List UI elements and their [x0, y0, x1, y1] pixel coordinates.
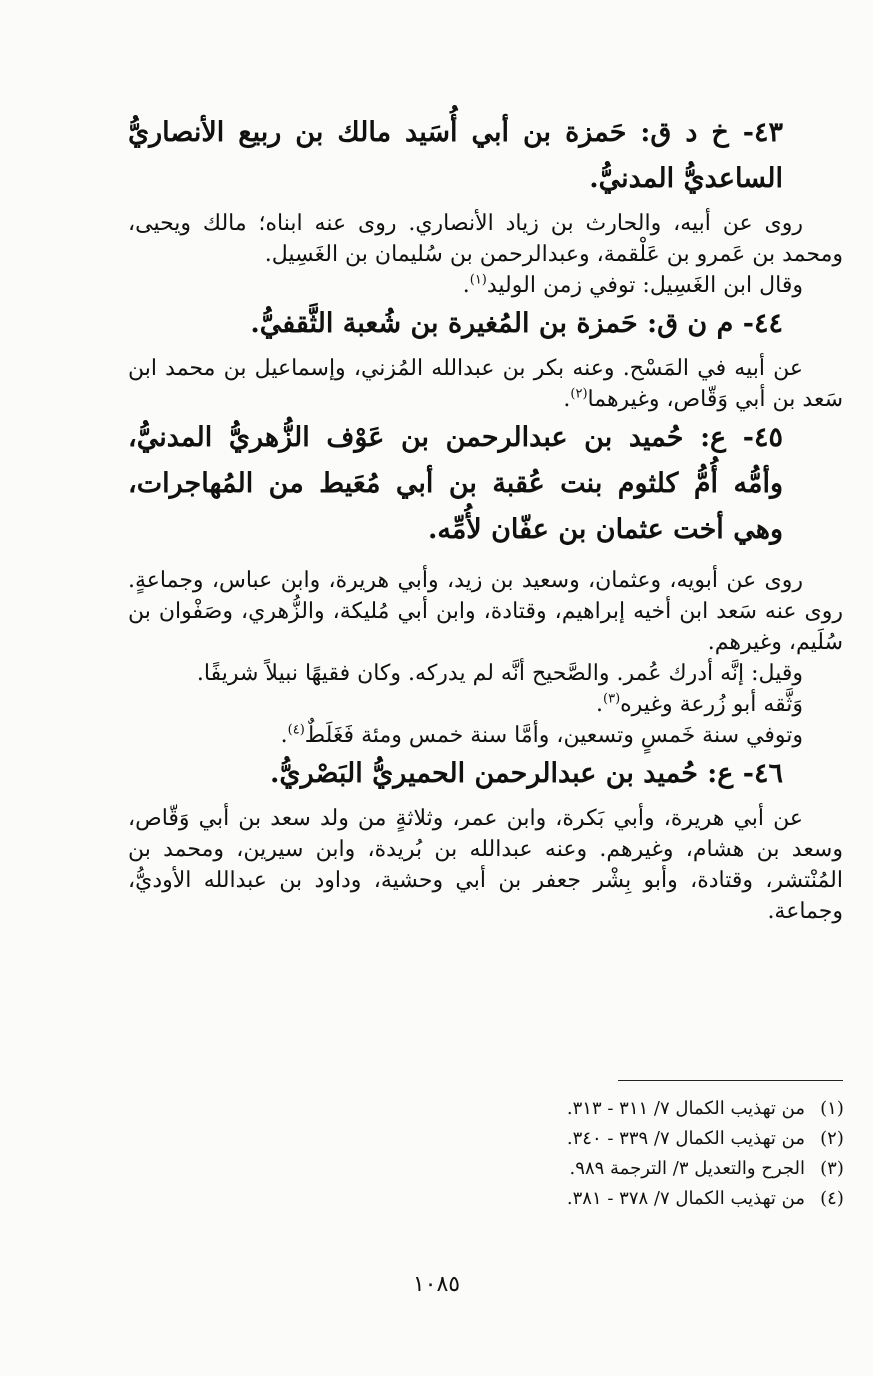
paragraph-text: وتوفي سنة خَمسٍ وتسعين، وأمَّا سنة خمس ومئة فَغَلَطٌ	[304, 723, 803, 748]
footnote-marker[interactable]: (٤)	[287, 722, 305, 738]
entry-43-paragraph-2	[128, 270, 843, 301]
entry-45-paragraph-1: روى عن أبويه، وعثمان، وسعيد بن زيد، وأبي هريرة، وابن عباس، وجماعةٍ. روى عنه سَعد ابن أخيه إبراهيم، وقتادة، وابن أبي مُليكة، والزُّهري، وصَفْوان بن سُلَيم، وغيرهم.	[128, 568, 843, 655]
entry-heading-45: ٤٥- ع: حُميد بن عبدالرحمن بن عَوْف الزُّهريُّ المدنيُّ، وأمُّه أُمُّ كلثوم بنت عُقبة بن أبي مُعَيط من المُهاجرات، وهي أخت عثمان بن عفّان لأُمِّه.	[128, 422, 783, 545]
main-text	[128, 110, 843, 927]
paragraph-text: عن أبيه في المَسْح. وعنه بكر بن عبدالله المُزني، وإسماعيل بن محمد ابن سَعد بن أبي وَقّاص، وغيرهما	[128, 356, 843, 412]
footnote-3	[345, 1154, 845, 1184]
footnote-number: (١)	[820, 1098, 844, 1119]
entry-45-paragraph-4	[128, 720, 843, 751]
paragraph-text: وَثَّقه أبو زُرعة وغيره	[620, 692, 803, 717]
entry-heading-46: ٤٦- ع: حُميد بن عبدالرحمن الحميريُّ البَصْريُّ.	[270, 758, 783, 789]
paragraph-text: وقال ابن الغَسِيل: توفي زمن الوليد	[486, 273, 803, 298]
footnotes	[345, 1094, 845, 1214]
entry-heading-43: ٤٣- خ د ق: حَمزة بن أبي أُسَيد مالك بن ربيع الأنصاريُّ الساعديُّ المدنيُّ.	[128, 117, 783, 194]
period: .	[563, 387, 571, 412]
period: .	[596, 692, 603, 717]
entry-46-paragraph-1: عن أبي هريرة، وأبي بَكرة، وابن عمر، وثلاثةٍ من ولد سعد بن أبي وَقّاص، وسعد بن هشام، وغيرهم. وعنه عبدالله بن بُريدة، وابن سيرين، ومحمد بن المُنْتشر، وقتادة، وأبو بِشْر جعفر بن أبي وحشية، وداود بن عبدالله الأوديُّ، وجماعة.	[128, 806, 843, 924]
period: .	[280, 723, 288, 748]
footnote-marker[interactable]: (٣)	[603, 691, 621, 707]
entry-43-paragraph-1: روى عن أبيه، والحارث بن زياد الأنصاري. روى عنه ابناه؛ مالك ويحيى، ومحمد بن عَمرو بن عَلْقمة، وعبدالرحمن بن سُليمان بن الغَسِيل.	[128, 211, 843, 267]
period: .	[462, 273, 470, 298]
footnote-number: (٢)	[820, 1128, 844, 1149]
footnote-number: (٤)	[820, 1188, 844, 1209]
footnote-1	[345, 1094, 845, 1124]
footnote-text: من تهذيب الكمال ٧/ ٣١١ - ٣١٣.	[566, 1098, 805, 1119]
page-number: ١٠٨٥	[412, 1272, 461, 1297]
footnote-divider	[618, 1080, 843, 1081]
footnote-4	[345, 1184, 845, 1214]
entry-45-paragraph-3	[128, 689, 843, 720]
footnote-2	[345, 1124, 845, 1154]
entry-44-paragraph-1	[128, 353, 843, 415]
footnote-number: (٣)	[820, 1158, 844, 1179]
footnote-text: من تهذيب الكمال ٧/ ٣٧٨ - ٣٨١.	[566, 1188, 805, 1209]
footnote-marker[interactable]: (١)	[469, 272, 487, 288]
entry-heading-44: ٤٤- م ن ق: حَمزة بن المُغيرة بن شُعبة الثَّقفيُّ.	[250, 308, 783, 339]
entry-45-paragraph-2: وقيل: إنَّه أدرك عُمر. والصَّحيح أنَّه لم يدركه. وكان فقيهًا نبيلاً شريفًا.	[196, 661, 803, 686]
footnote-text: الجرح والتعديل ٣/ الترجمة ٩٨٩.	[569, 1158, 805, 1179]
footnote-marker[interactable]: (٢)	[570, 386, 588, 402]
footnote-text: من تهذيب الكمال ٧/ ٣٣٩ - ٣٤٠.	[566, 1128, 805, 1149]
